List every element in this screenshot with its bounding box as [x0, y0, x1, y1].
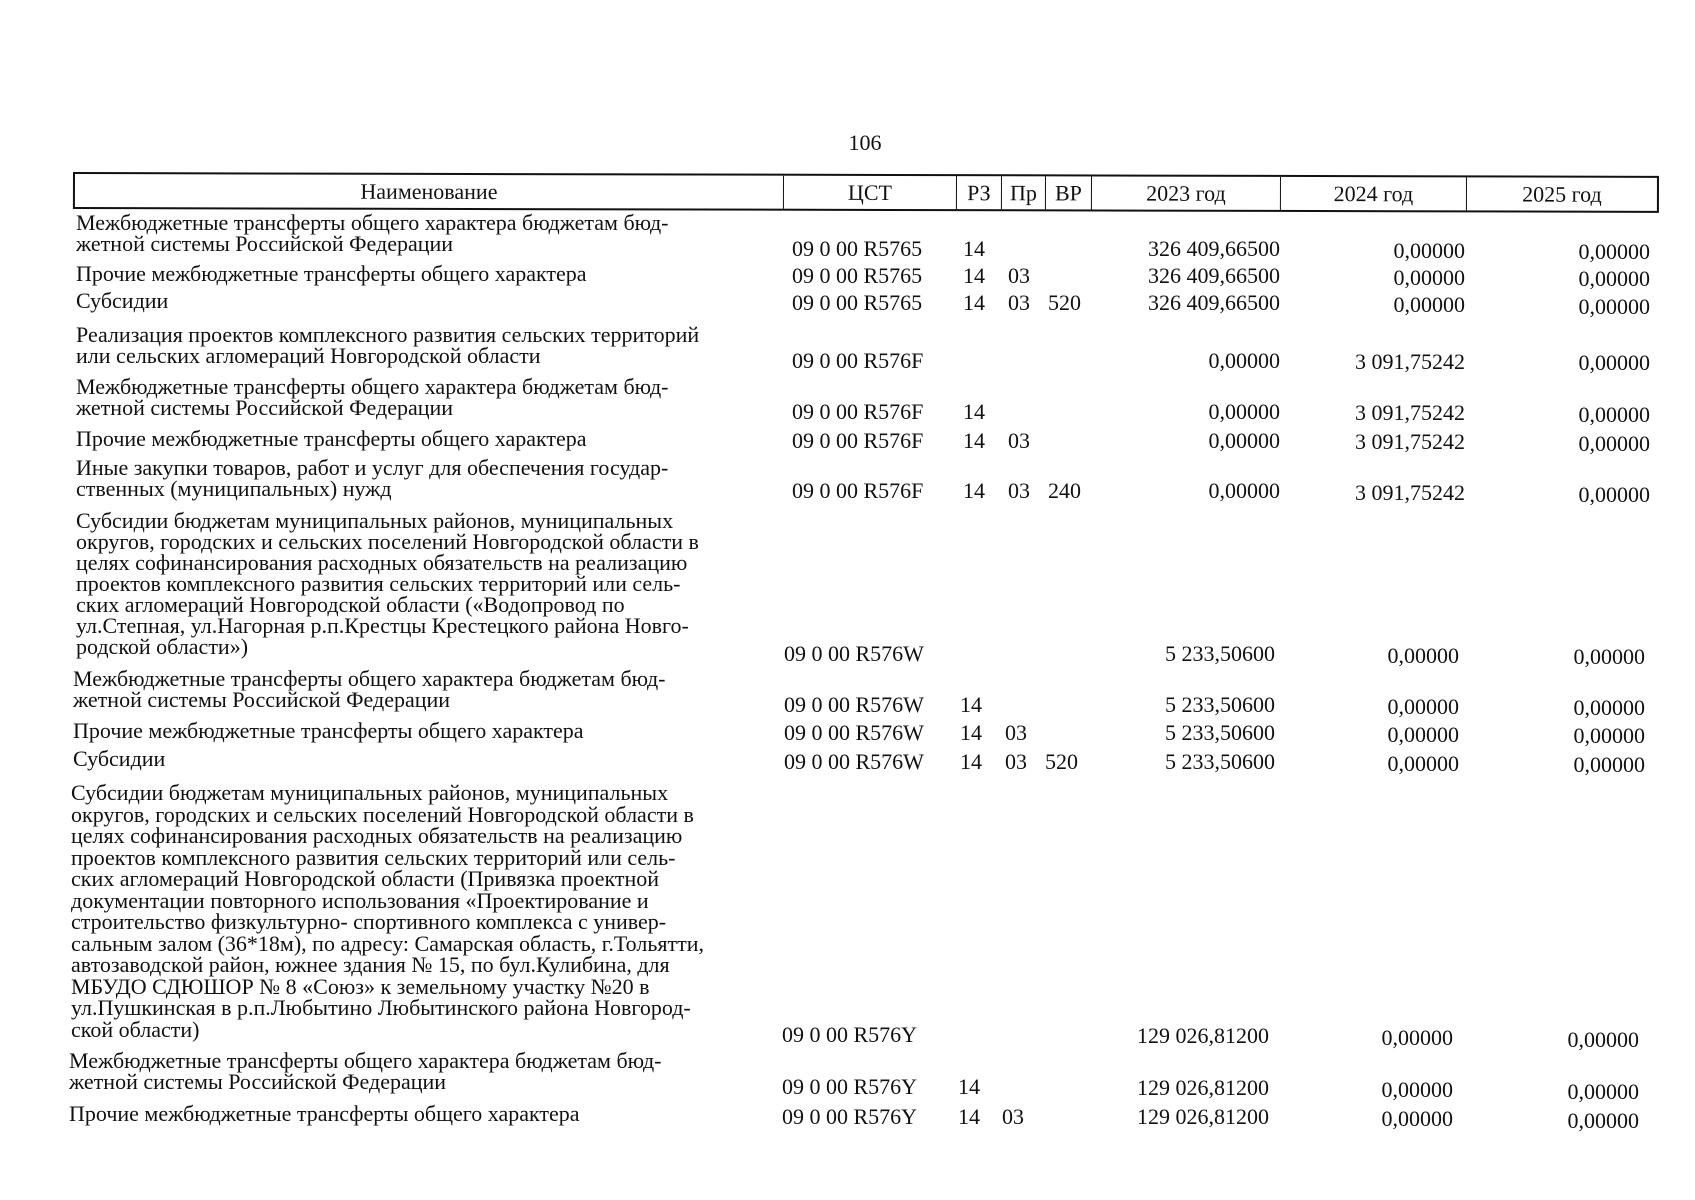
row-name: Прочие межбюджетные трансферты общего характера: [76, 261, 587, 286]
column-header-rz: РЗ: [956, 176, 1001, 209]
row-name: Прочие межбюджетные трансферты общего характера: [73, 718, 584, 743]
row-2023: 5 233,50600: [1165, 641, 1275, 666]
row-2023: 129 026,81200: [1137, 1023, 1269, 1048]
row-2023: 326 409,66500: [1148, 263, 1280, 288]
row-2025: 0,00000: [1578, 266, 1650, 291]
row-cst: 09 0 00 R576F: [792, 348, 924, 373]
row-rz: 14: [960, 692, 982, 717]
row-2025: 0,00000: [1578, 294, 1650, 319]
row-name: Иные закупки товаров, работ и услуг для обеспечения государ- ственных (муниципальных) нужд: [76, 455, 669, 501]
row-name: Межбюджетные трансферты общего характера бюджетам бюд- жетной системы Российской Федерации: [69, 1048, 662, 1094]
row-2024: 0,00000: [1381, 1106, 1453, 1131]
column-header-cst: ЦСТ: [783, 176, 956, 209]
row-2024: 0,00000: [1387, 643, 1459, 668]
row-rz: 14: [963, 236, 985, 261]
row-cst: 09 0 00 R5765: [792, 236, 923, 261]
row-name: Межбюджетные трансферты общего характера бюджетам бюд- жетной системы Российской Федерации: [73, 666, 666, 712]
row-name: Межбюджетные трансферты общего характера бюджетам бюд- жетной системы Российской Федерации: [76, 210, 669, 256]
page-number: 106: [848, 130, 882, 155]
row-vr: 520: [1045, 749, 1078, 774]
row-2024: 0,00000: [1387, 694, 1459, 719]
column-header-2024: 2024 год: [1280, 177, 1466, 210]
row-2023: 326 409,66500: [1148, 236, 1280, 261]
row-2024: 0,00000: [1393, 238, 1465, 263]
row-2024: 0,00000: [1387, 751, 1459, 776]
row-cst: 09 0 00 R576F: [792, 478, 924, 503]
row-pr: 03: [1005, 749, 1027, 774]
row-cst: 09 0 00 R576F: [792, 428, 924, 453]
row-cst: 09 0 00 R576W: [784, 749, 924, 774]
row-2023: 129 026,81200: [1137, 1075, 1269, 1100]
column-header-pr: Пр: [1001, 176, 1045, 209]
row-name: Прочие межбюджетные трансферты общего характера: [76, 426, 587, 451]
row-name: Прочие межбюджетные трансферты общего характера: [69, 1101, 580, 1126]
row-rz: 14: [963, 428, 985, 453]
row-pr: 03: [1008, 428, 1030, 453]
row-2023: 129 026,81200: [1137, 1104, 1269, 1129]
row-2024: 0,00000: [1393, 292, 1465, 317]
row-2024: 3 091,75242: [1355, 400, 1465, 425]
row-2023: 5 233,50600: [1165, 692, 1275, 717]
row-2025: 0,00000: [1578, 239, 1650, 264]
row-2023: 5 233,50600: [1165, 720, 1275, 745]
row-cst: 09 0 00 R576Y: [782, 1104, 918, 1129]
row-rz: 14: [963, 399, 985, 424]
row-vr: 520: [1048, 290, 1081, 315]
row-2023: 0,00000: [1208, 348, 1280, 373]
row-pr: 03: [1008, 263, 1030, 288]
row-cst: 09 0 00 R576W: [784, 720, 924, 745]
row-2025: 0,00000: [1578, 482, 1650, 507]
row-2025: 0,00000: [1578, 402, 1650, 427]
row-cst: 09 0 00 R576Y: [782, 1074, 918, 1099]
column-header-name: Наименование: [360, 178, 498, 205]
row-2024: 0,00000: [1387, 722, 1459, 747]
row-2025: 0,00000: [1567, 1079, 1639, 1104]
row-2025: 0,00000: [1578, 431, 1650, 456]
column-header-2025: 2025 год: [1466, 177, 1657, 210]
row-2023: 326 409,66500: [1148, 290, 1280, 315]
row-vr: 240: [1048, 478, 1081, 503]
row-cst: 09 0 00 R576Y: [782, 1022, 918, 1047]
row-2025: 0,00000: [1567, 1108, 1639, 1133]
row-pr: 03: [1002, 1104, 1024, 1129]
row-name: Субсидии бюджетам муниципальных районов, муниципальных округов, городских и сельских поселений Новгородской области в целях софинансирования расходных обязательств на реализацию проектов комплексного развития сельских территорий или сель- ских агломераций Новгородской области (Привязка проектной документации повторного использования «Проектирование и строительство физкультурно- спортивного комплекса с универ- сальным залом (36*18м), по адресу: Самарская область, г.Тольятти, автозаводской район, южнее здания № 15, по бул.Кулибина, для МБУДО СДЮШОР № 8 «Союз» к земельному участку №20 в ул.Пушкинская в р.п.Любытино Любытинского района Новгород- ской области): [71, 780, 704, 1042]
row-2024: 3 091,75242: [1355, 429, 1465, 454]
row-cst: 09 0 00 R5765: [792, 290, 923, 315]
column-header-vr: ВР: [1045, 176, 1091, 209]
row-cst: 09 0 00 R576F: [792, 399, 924, 424]
row-pr: 03: [1005, 720, 1027, 745]
row-2024: 3 091,75242: [1355, 349, 1465, 374]
row-2024: 0,00000: [1381, 1025, 1453, 1050]
row-2025: 0,00000: [1573, 695, 1645, 720]
row-2025: 0,00000: [1578, 350, 1650, 375]
row-rz: 14: [963, 478, 985, 503]
row-cst: 09 0 00 R5765: [792, 263, 923, 288]
row-2024: 0,00000: [1381, 1077, 1453, 1102]
row-name: Реализация проектов комплексного развития сельских территорий или сельских агломераций Новгородской области: [76, 322, 700, 368]
row-2025: 0,00000: [1567, 1027, 1639, 1052]
row-2024: 0,00000: [1393, 265, 1465, 290]
row-2025: 0,00000: [1573, 723, 1645, 748]
row-rz: 14: [963, 263, 985, 288]
row-name: Межбюджетные трансферты общего характера бюджетам бюд- жетной системы Российской Федерации: [76, 374, 669, 420]
row-name: Субсидии бюджетам муниципальных районов, муниципальных округов, городских и сельских поселений Новгородской области в целях софинансирования расходных обязательств на реализацию проектов комплексного развития сельских территорий или сель- ских агломераций Новгородской области («Водопровод по ул.Степная, ул.Нагорная р.п.Крестцы Крестецкого района Новго- родской области»): [76, 508, 699, 659]
row-cst: 09 0 00 R576W: [784, 692, 924, 717]
row-2023: 0,00000: [1208, 399, 1280, 424]
row-pr: 03: [1008, 478, 1030, 503]
row-rz: 14: [960, 749, 982, 774]
row-pr: 03: [1008, 290, 1030, 315]
row-2024: 3 091,75242: [1355, 480, 1465, 505]
row-cst: 09 0 00 R576W: [784, 641, 924, 666]
row-rz: 14: [960, 720, 982, 745]
row-2023: 0,00000: [1208, 478, 1280, 503]
row-rz: 14: [958, 1104, 980, 1129]
row-2025: 0,00000: [1573, 752, 1645, 777]
row-2023: 5 233,50600: [1165, 749, 1275, 774]
row-name: Субсидии: [73, 746, 166, 771]
row-name: Субсидии: [76, 288, 169, 313]
row-2023: 0,00000: [1208, 428, 1280, 453]
row-rz: 14: [958, 1074, 980, 1099]
row-rz: 14: [963, 290, 985, 315]
column-header-2023: 2023 год: [1091, 176, 1280, 209]
row-2025: 0,00000: [1573, 644, 1645, 669]
